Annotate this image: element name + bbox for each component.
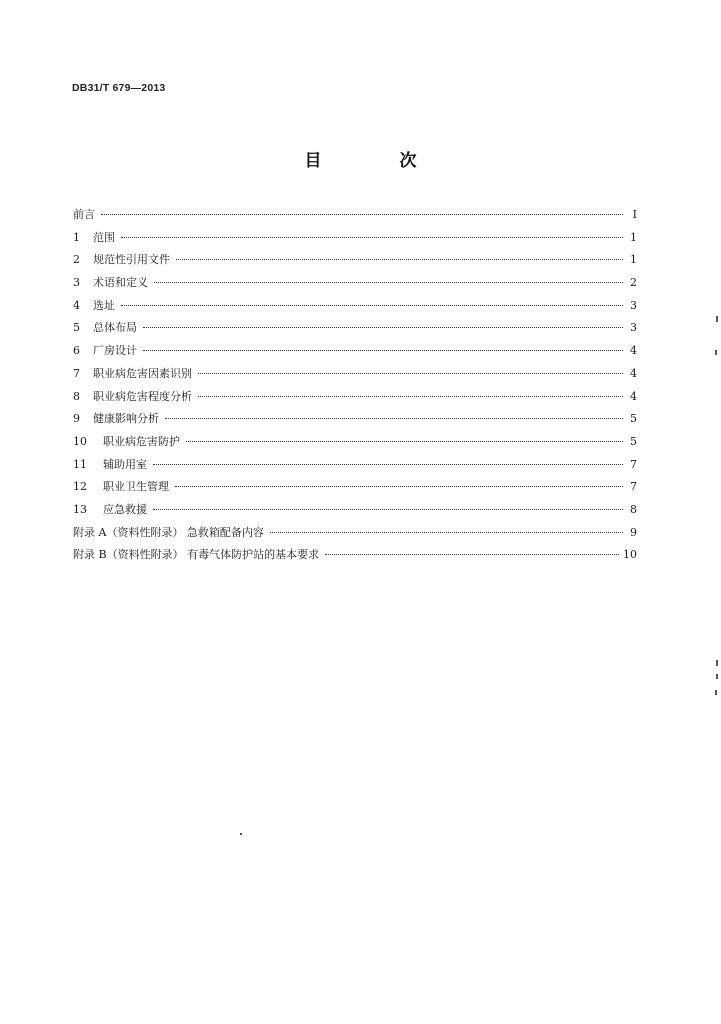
toc-entry[interactable] <box>73 476 637 499</box>
scan-mark <box>240 833 242 835</box>
toc-entry-number: 3 <box>73 276 80 290</box>
toc-entry[interactable] <box>73 272 637 295</box>
toc-entry[interactable] <box>73 227 637 250</box>
toc-dot-leader <box>165 418 623 419</box>
toc-entry-label: 职业卫生管理 <box>103 480 169 494</box>
scan-mark <box>715 350 717 355</box>
toc-entry[interactable] <box>73 522 637 545</box>
toc-entry[interactable] <box>73 386 637 409</box>
toc-entry-number: 2 <box>73 253 80 267</box>
toc-entry-label: 范围 <box>93 230 115 244</box>
toc-dot-leader <box>198 373 623 374</box>
scan-mark <box>716 674 718 679</box>
toc-entry-page: 4 <box>630 389 637 403</box>
toc-entry-label: 附录 A（资料性附录） 急救箱配备内容 <box>73 525 264 539</box>
table-of-contents <box>73 204 637 567</box>
toc-dot-leader <box>153 509 623 510</box>
toc-entry-page: 5 <box>630 412 637 426</box>
toc-entry-label: 选址 <box>93 298 115 312</box>
toc-entry-page: 7 <box>630 457 637 471</box>
toc-entry-label: 健康影响分析 <box>93 412 159 426</box>
toc-entry-page: 5 <box>630 434 637 448</box>
toc-entry-number: 10 <box>73 434 87 448</box>
scan-mark <box>715 690 717 695</box>
toc-entry-number: 11 <box>73 457 87 471</box>
toc-entry-page: 1 <box>630 253 637 267</box>
toc-dot-leader <box>186 441 623 442</box>
toc-entry[interactable] <box>73 363 637 386</box>
toc-entry-label: 厂房设计 <box>93 344 137 358</box>
toc-entry[interactable] <box>73 204 637 227</box>
toc-dot-leader <box>121 305 623 306</box>
toc-title: 目 次 <box>304 151 453 171</box>
toc-entry[interactable] <box>73 454 637 477</box>
toc-entry-label: 规范性引用文件 <box>93 253 170 267</box>
toc-entry[interactable] <box>73 317 637 340</box>
toc-entry[interactable] <box>73 431 637 454</box>
toc-entry-number: 12 <box>73 480 87 494</box>
toc-entry-page: 4 <box>630 366 637 380</box>
toc-entry-page: 8 <box>630 502 637 516</box>
toc-entry-page: 4 <box>630 344 637 358</box>
toc-dot-leader <box>154 282 623 283</box>
toc-entry-label: 应急救援 <box>103 502 147 516</box>
scan-mark <box>716 316 718 322</box>
toc-entry[interactable] <box>73 544 637 567</box>
toc-entry-page: 9 <box>630 525 637 539</box>
toc-dot-leader <box>198 396 623 397</box>
toc-dot-leader <box>270 532 623 533</box>
scan-mark <box>716 660 718 666</box>
toc-dot-leader <box>101 214 623 215</box>
toc-entry-number: 1 <box>73 230 80 244</box>
toc-entry[interactable] <box>73 340 637 363</box>
toc-entry-number: 8 <box>73 389 80 403</box>
toc-entry-number: 9 <box>73 412 80 426</box>
toc-entry-label: 术语和定义 <box>93 276 148 290</box>
document-code: DB31/T 679—2013 <box>72 82 166 94</box>
toc-entry[interactable] <box>73 249 637 272</box>
toc-entry[interactable] <box>73 408 637 431</box>
toc-entry-number: 13 <box>73 502 87 516</box>
toc-dot-leader <box>153 464 623 465</box>
toc-entry[interactable] <box>73 499 637 522</box>
toc-dot-leader <box>175 486 623 487</box>
toc-entry[interactable] <box>73 295 637 318</box>
toc-entry-page: 10 <box>623 548 637 562</box>
toc-dot-leader <box>176 259 623 260</box>
toc-entry-label: 职业病危害程度分析 <box>93 389 192 403</box>
toc-entry-number: 6 <box>73 344 80 358</box>
toc-entry-label: 职业病危害因素识别 <box>93 366 192 380</box>
toc-entry-page: 3 <box>630 321 637 335</box>
toc-entry-page: 3 <box>630 298 637 312</box>
toc-entry-page: 1 <box>630 230 637 244</box>
toc-entry-number: 5 <box>73 321 80 335</box>
toc-entry-label: 职业病危害防护 <box>103 434 180 448</box>
toc-entry-label: 前言 <box>73 208 95 221</box>
toc-entry-page: I <box>632 208 637 221</box>
toc-entry-number: 4 <box>73 298 80 312</box>
toc-dot-leader <box>325 554 619 555</box>
toc-dot-leader <box>143 327 623 328</box>
toc-dot-leader <box>143 350 623 351</box>
toc-entry-label: 总体布局 <box>93 321 137 335</box>
toc-entry-page: 7 <box>630 480 637 494</box>
toc-entry-page: 2 <box>630 276 637 290</box>
toc-dot-leader <box>121 237 623 238</box>
toc-entry-label: 附录 B（资料性附录） 有毒气体防护站的基本要求 <box>73 548 320 562</box>
toc-entry-number: 7 <box>73 366 80 380</box>
toc-entry-label: 辅助用室 <box>103 457 147 471</box>
